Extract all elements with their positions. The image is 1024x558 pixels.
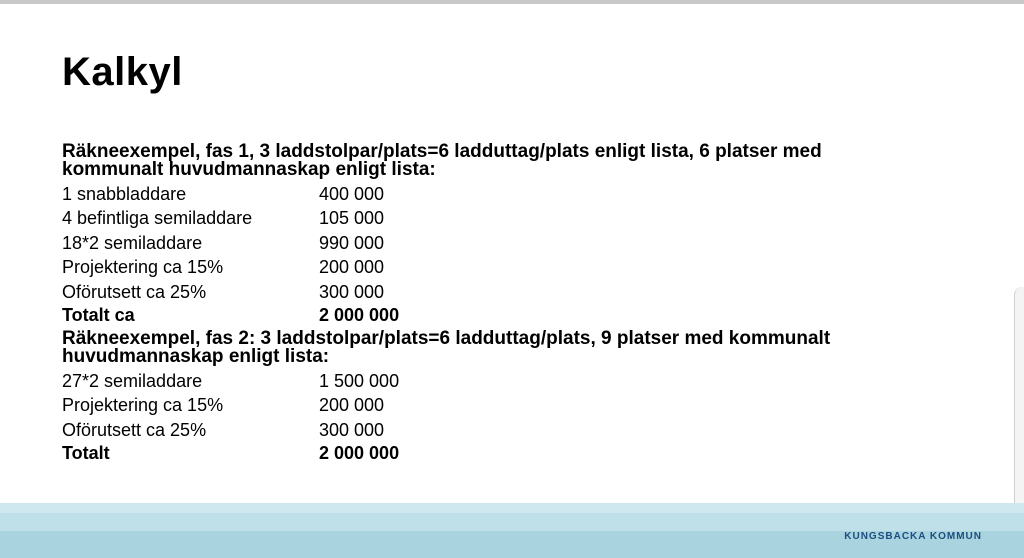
cost-value: 300 000	[319, 281, 385, 302]
cost-value: 200 000	[319, 257, 385, 278]
cost-value: 300 000	[319, 419, 385, 440]
cost-value: 1 500 000	[319, 370, 400, 391]
footer-logo: KUNGSBACKA KOMMUN	[844, 531, 982, 542]
section-fas-1	[62, 143, 922, 326]
cost-label: Oförutsett ca 25%	[62, 281, 207, 302]
cost-label: Projektering ca 15%	[62, 395, 224, 416]
slide-content	[62, 143, 922, 464]
footer-wave	[0, 513, 1024, 531]
cost-row	[62, 255, 922, 279]
side-panel-edge	[1014, 287, 1024, 527]
cost-row	[62, 280, 922, 304]
cost-label: 27*2 semiladdare	[62, 370, 203, 391]
cost-row	[62, 231, 922, 255]
slide-title: Kalkyl	[62, 50, 183, 94]
cost-label: 1 snabbladdare	[62, 184, 187, 204]
total-row	[62, 304, 922, 326]
cost-label: 18*2 semiladdare	[62, 232, 203, 253]
cost-value: 400 000	[319, 184, 385, 204]
total-label: Totalt	[62, 443, 110, 464]
cost-row	[62, 369, 922, 393]
cost-row	[62, 182, 922, 206]
total-value: 2 000 000	[319, 304, 400, 325]
cost-label: Projektering ca 15%	[62, 257, 224, 278]
cost-row	[62, 418, 922, 442]
total-value: 2 000 000	[319, 443, 400, 464]
cost-row	[62, 206, 922, 230]
section-heading: Räkneexempel, fas 1, 3 laddstolpar/plats=6 ladduttag/plats enligt lista, 6 platser med kommunalt huvudmannaskap enligt lista:	[62, 141, 822, 180]
top-divider	[0, 0, 1024, 4]
cost-label: 4 befintliga semiladdare	[62, 208, 253, 229]
cost-row	[62, 393, 922, 417]
cost-value: 990 000	[319, 232, 385, 253]
cost-value: 105 000	[319, 208, 385, 229]
section-fas-2	[62, 327, 922, 464]
cost-value: 200 000	[319, 395, 385, 416]
total-label: Totalt ca	[62, 304, 135, 325]
section-heading: Räkneexempel, fas 2: 3 laddstolpar/plats=6 ladduttag/plats, 9 platser med kommunalt huvudmannaskap enligt lista:	[62, 327, 831, 367]
total-row	[62, 442, 922, 464]
cost-label: Oförutsett ca 25%	[62, 419, 207, 440]
